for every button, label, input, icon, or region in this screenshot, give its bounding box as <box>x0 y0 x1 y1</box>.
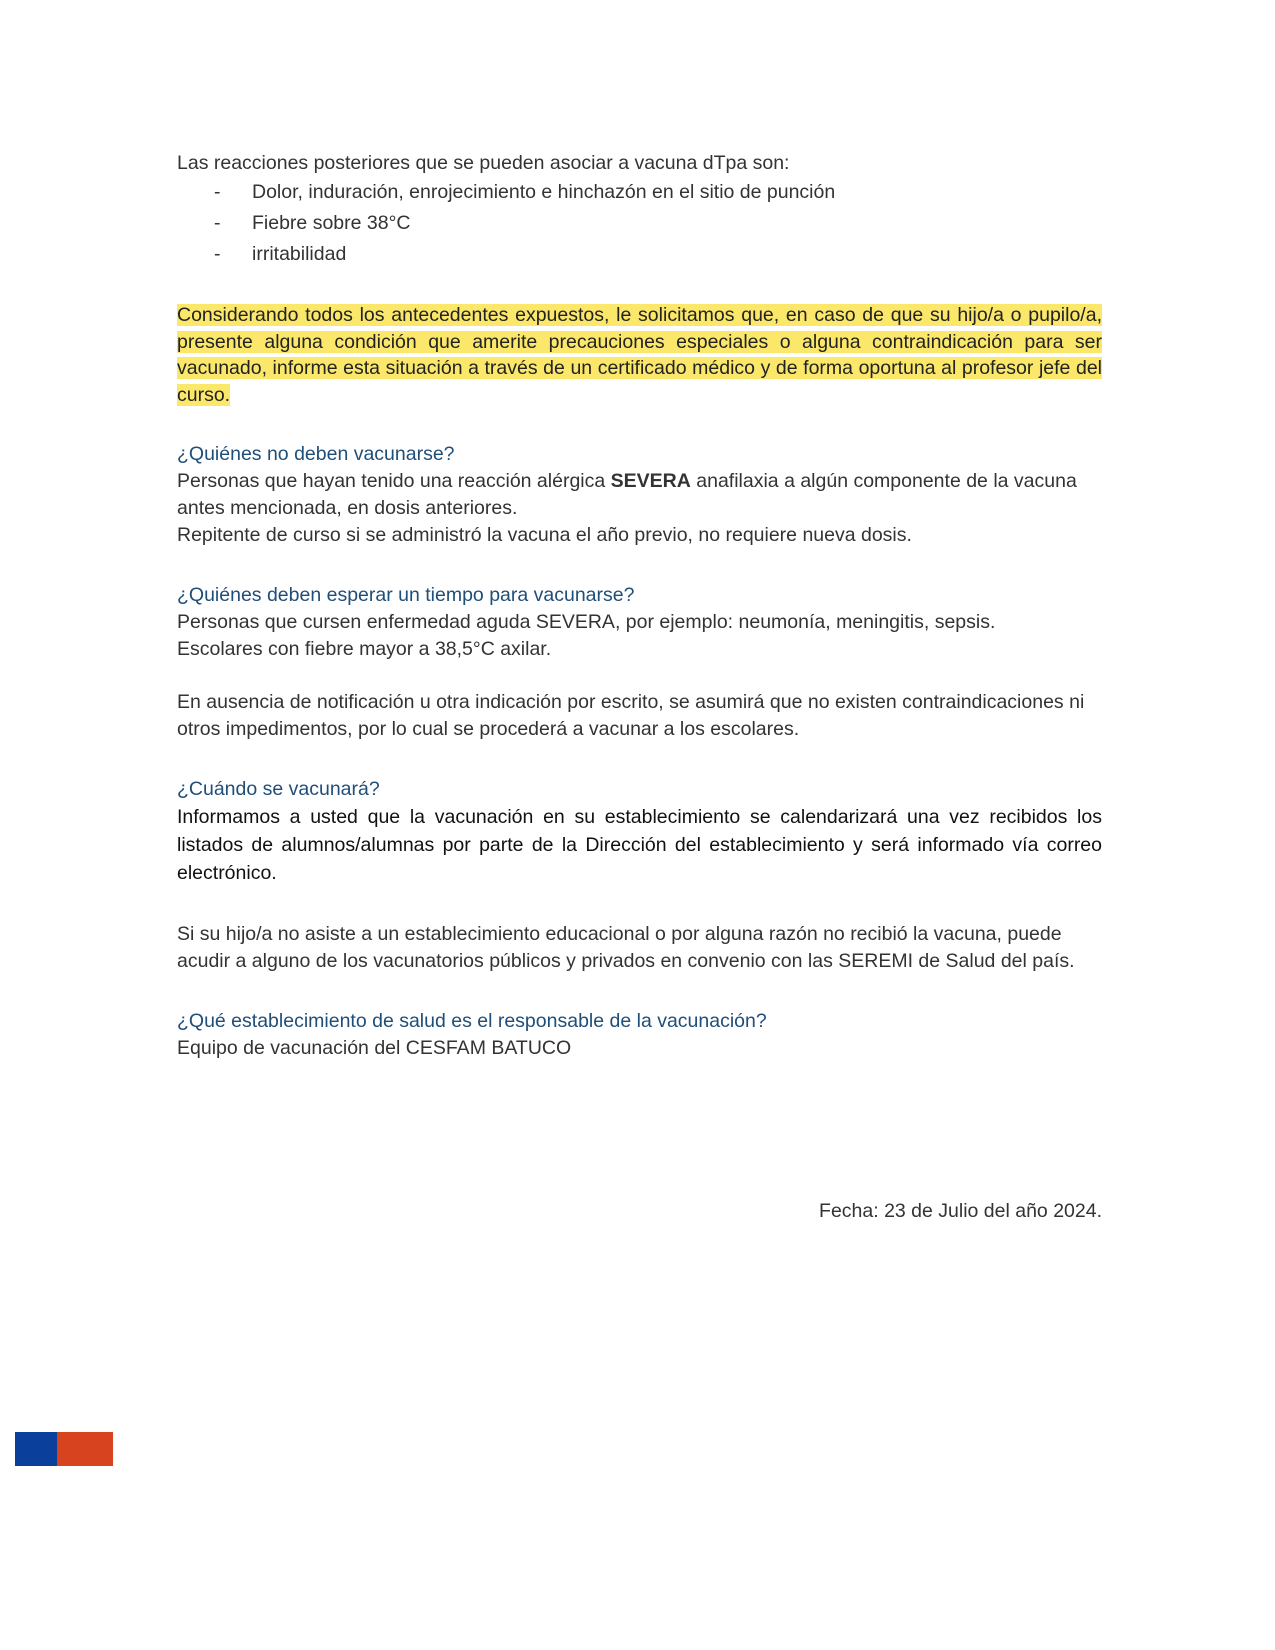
flag-blue-block <box>15 1432 57 1466</box>
reactions-list <box>177 177 1102 270</box>
section-text: Escolares con fiebre mayor a 38,5°C axilar. <box>177 638 552 660</box>
question-heading: ¿Cuándo se vacunará? <box>177 778 380 800</box>
alt-access-text: Si su hijo/a no asiste a un establecimiento educacional o por alguna razón no recibió la vacuna, puede acudir a alguno de los vacunatorios públicos y privados en convenio con las SEREMI de Salud del país. <box>177 923 1075 972</box>
notice-block <box>177 689 1102 743</box>
highlighted-request <box>177 302 1102 408</box>
reactions-intro: Las reacciones posteriores que se pueden asociar a vacuna dTpa son: <box>177 152 790 174</box>
section-no-vaccinate <box>177 441 1102 549</box>
reaction-text: irritabilidad <box>252 243 347 265</box>
list-item <box>177 177 1102 208</box>
alt-access-block <box>177 921 1102 975</box>
date-line: Fecha: 23 de Julio del año 2024. <box>819 1200 1102 1222</box>
section-text: Informamos a usted que la vacunación en su establecimiento se calendarizará una vez recibidos los listados de alumnos/alumnas por parte de la Dirección del establecimiento y será informado vía correo electrónico. <box>177 806 1102 884</box>
document-body <box>177 150 1102 1062</box>
notice-text: En ausencia de notificación u otra indicación por escrito, se asumirá que no existen contraindicaciones ni otros impedimentos, por lo cual se procederá a vacunar a los escolares. <box>177 691 1085 740</box>
reaction-text: Dolor, induración, enrojecimiento e hinchazón en el sitio de punción <box>252 181 836 203</box>
reaction-text: Fiebre sobre 38°C <box>252 212 411 234</box>
highlighted-text: Considerando todos los antecedentes expuestos, le solicitamos que, en caso de que su hijo/a o pupilo/a, presente alguna condición que amerite precauciones especiales o alguna contraindicación para ser vacunado, informe esta situación a través de un certificado médico y de forma oportuna al profesor jefe del curso. <box>177 304 1102 406</box>
text-span: anafilaxia a algún componente de la vacuna antes mencionada, en dosis anteriores. <box>177 470 1077 519</box>
flag-red-block <box>57 1432 113 1466</box>
flag-stripe-logo <box>15 1432 113 1466</box>
section-text: Equipo de vacunación del CESFAM BATUCO <box>177 1037 572 1059</box>
section-text <box>177 468 1102 522</box>
section-text: Personas que cursen enfermedad aguda SEVERA, por ejemplo: neumonía, meningitis, sepsis. <box>177 611 996 633</box>
question-heading: ¿Qué establecimiento de salud es el responsable de la vacunación? <box>177 1010 767 1032</box>
section-responsible <box>177 1008 1102 1062</box>
section-when <box>177 776 1102 887</box>
section-wait <box>177 582 1102 663</box>
section-text: Repitente de curso si se administró la vacuna el año previo, no requiere nueva dosis. <box>177 524 912 546</box>
list-dash: - <box>214 243 221 265</box>
list-dash: - <box>214 212 221 234</box>
question-heading: ¿Quiénes no deben vacunarse? <box>177 443 455 465</box>
list-item <box>177 208 1102 239</box>
question-heading: ¿Quiénes deben esperar un tiempo para vacunarse? <box>177 584 635 606</box>
list-item <box>177 239 1102 270</box>
text-span: Personas que hayan tenido una reacción alérgica <box>177 470 611 492</box>
list-dash: - <box>214 181 221 203</box>
bold-severa: SEVERA <box>610 470 691 492</box>
